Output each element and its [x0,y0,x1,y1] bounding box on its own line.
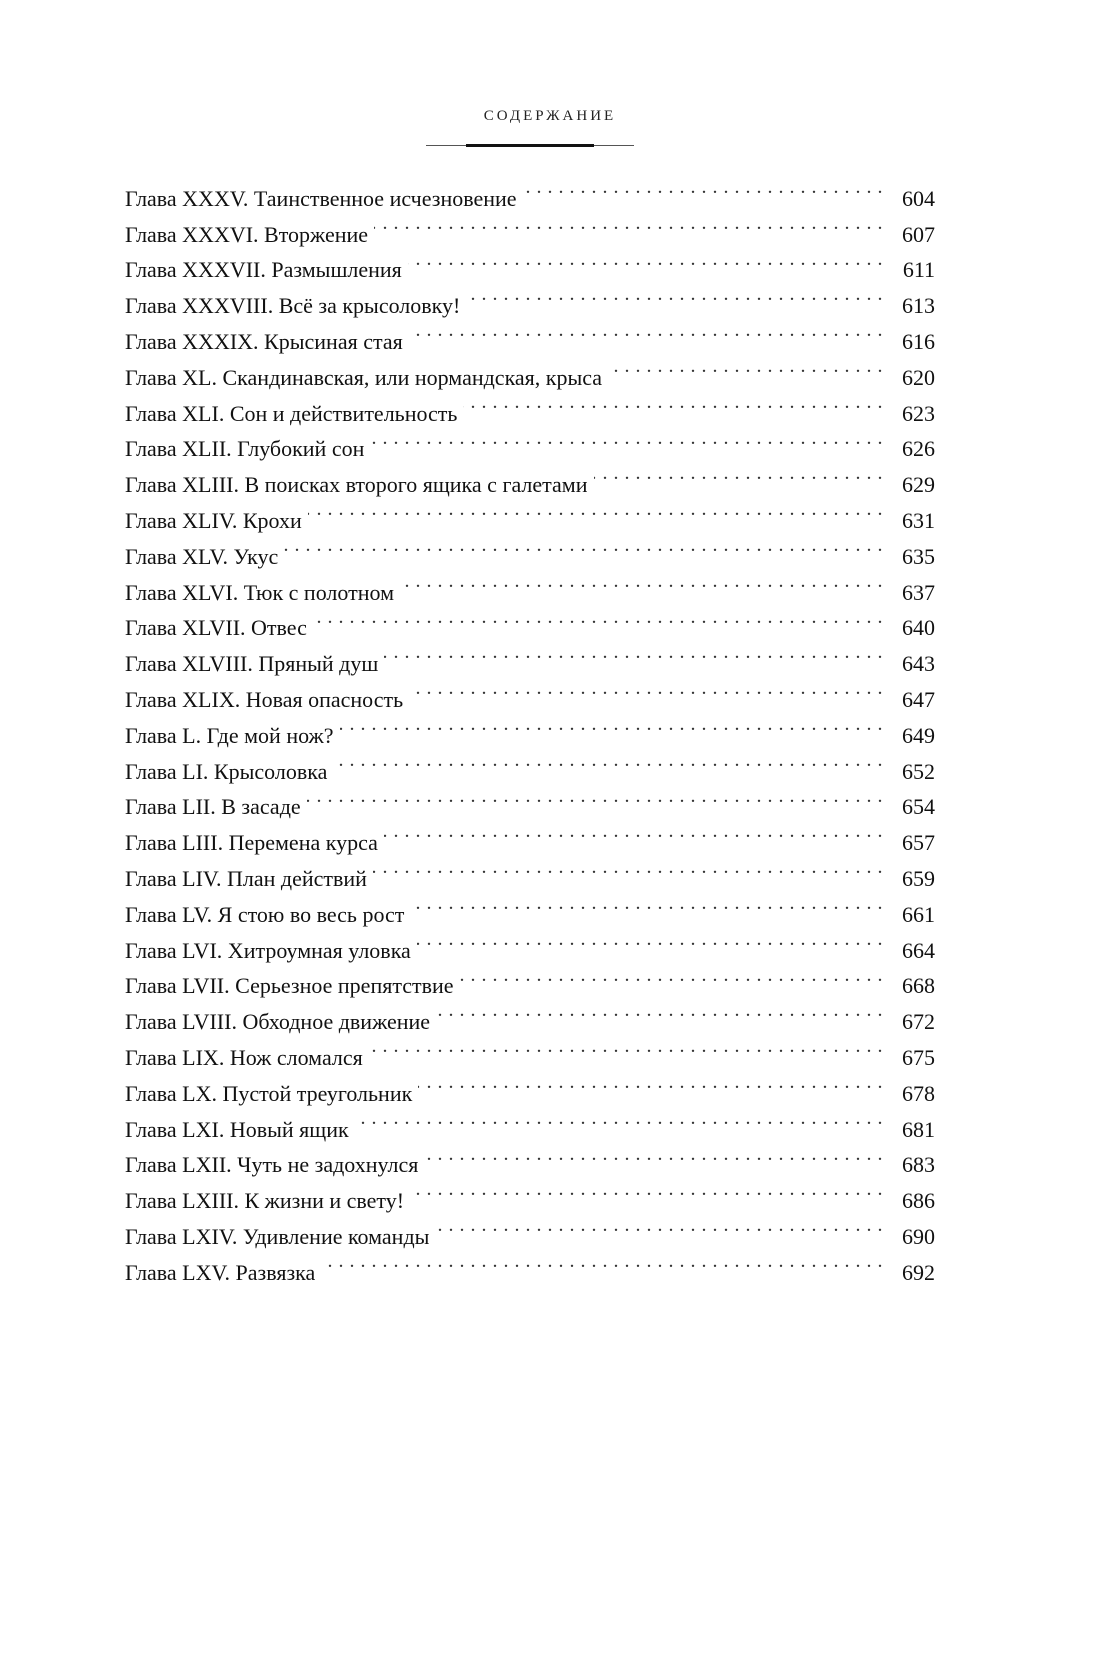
toc-dot-leader [424,1137,883,1173]
toc-dot-leader [369,1029,883,1065]
toc-entry-page-number: 672 [902,1009,935,1035]
page-header [0,107,1100,125]
toc-entry-page-number: 620 [902,364,935,390]
toc-entry-title: Глава XL. Скандинавская, или нормандская, крыса [125,364,603,390]
toc-entry-page-number: 654 [902,794,935,820]
toc-dot-leader [284,528,883,564]
toc-entry-title: Глава LXIII. К жизни и свету! [125,1188,405,1214]
toc-dot-leader [460,958,883,994]
toc-entry-title: Глава LIX. Нож сломался [125,1044,363,1070]
toc-entry-page-number: 675 [902,1044,935,1070]
toc-dot-leader [594,456,883,492]
toc-entry-title: Глава LIV. План действий [125,865,367,891]
toc-dot-leader [466,277,883,313]
toc-entry-page-number: 657 [902,830,935,856]
toc-entry-title: Глава XXXV. Таинственное исчезновение [125,185,517,211]
toc-entry-title: Глава LII. В засаде [125,794,301,820]
toc-dot-leader [373,850,883,886]
toc-dot-leader [463,385,883,421]
toc-dot-leader [436,993,883,1029]
toc-dot-leader [308,492,883,528]
toc-dot-leader [409,313,883,349]
toc-entry-title: Глава LXV. Развязка [125,1259,316,1285]
toc-dot-leader [370,421,883,457]
toc-entry-title: Глава XXXVII. Размышления [125,257,402,283]
toc-dot-leader [374,206,883,242]
toc-entry-page-number: 629 [902,472,935,498]
toc-entry[interactable] [125,170,935,211]
toc-dot-leader [608,349,883,385]
toc-dot-leader [417,922,883,958]
toc-entry-page-number: 611 [902,257,935,283]
toc-entry-title: Глава XLVIII. Пряный душ [125,651,379,677]
toc-dot-leader [307,779,883,815]
toc-entry-page-number: 678 [902,1080,935,1106]
toc-entry-title: Глава XXXIX. Крысиная стая [125,328,403,354]
toc-entry-page-number: 604 [902,185,935,211]
toc-dot-leader [384,635,883,671]
toc-entry-page-number: 616 [902,328,935,354]
toc-entry-title: Глава XLVII. Отвес [125,615,307,641]
toc-entry-page-number: 640 [902,615,935,641]
toc-entry-title: Глава XLVI. Тюк с полотном [125,579,394,605]
toc-entry-title: Глава XLIX. Новая опасность [125,686,404,712]
toc-entry-title: Глава LVIII. Обходное движение [125,1009,431,1035]
toc-dot-leader [418,1065,883,1101]
toc-entry-page-number: 626 [902,436,935,462]
toc-entry-page-number: 631 [902,507,935,533]
toc-entry-title: Глава LX. Пустой треугольник [125,1080,413,1106]
table-of-contents [125,170,935,1285]
toc-entry-title: Глава LXIV. Удивление команды [125,1223,430,1249]
toc-entry-title: Глава XLII. Глубокий сон [125,436,365,462]
toc-entry-title: Глава XLIII. В поисках второго ящика с галетами [125,472,588,498]
toc-dot-leader [409,671,883,707]
toc-dot-leader [435,1208,883,1244]
toc-entry-page-number: 686 [902,1188,935,1214]
toc-entry-title: Глава XXXVIII. Всё за крысоловку! [125,293,461,319]
page-title: СОДЕРЖАНИЕ [483,108,617,124]
toc-entry-page-number: 681 [902,1116,935,1142]
toc-dot-leader [321,1244,883,1280]
toc-entry-page-number: 661 [902,901,935,927]
toc-entry-page-number: 690 [902,1223,935,1249]
toc-dot-leader [408,242,883,278]
toc-entry-title: Глава LI. Крысоловка [125,758,328,784]
toc-entry-title: Глава LVII. Серьезное препятствие [125,973,454,999]
toc-entry-page-number: 647 [902,686,935,712]
toc-entry-page-number: 643 [902,651,935,677]
toc-dot-leader [410,886,883,922]
toc-entry-title: Глава L. Где мой нож? [125,722,334,748]
toc-entry-page-number: 668 [902,973,935,999]
toc-entry-page-number: 664 [902,937,935,963]
toc-dot-leader [410,1172,883,1208]
toc-entry-page-number: 683 [902,1152,935,1178]
toc-dot-leader [313,600,883,636]
toc-entry-title: Глава LXII. Чуть не задохнулся [125,1152,419,1178]
toc-dot-leader [400,564,883,600]
toc-dot-leader [355,1101,883,1137]
toc-dot-leader [333,743,883,779]
toc-entry-page-number: 613 [902,293,935,319]
toc-entry-page-number: 692 [902,1259,935,1285]
toc-entry-title: Глава XLV. Укус [125,543,279,569]
toc-entry-page-number: 635 [902,543,935,569]
toc-entry-title: Глава XXXVI. Вторжение [125,221,369,247]
toc-entry-page-number: 652 [902,758,935,784]
toc-entry-page-number: 607 [902,221,935,247]
toc-entry-title: Глава LIII. Перемена курса [125,830,378,856]
toc-dot-leader [523,170,883,206]
toc-entry-page-number: 623 [902,400,935,426]
toc-dot-leader [384,814,883,850]
toc-entry-title: Глава LXI. Новый ящик [125,1116,349,1142]
header-rule-accent [466,144,594,147]
toc-entry-page-number: 637 [902,579,935,605]
toc-entry-page-number: 649 [902,722,935,748]
toc-entry-title: Глава LVI. Хитроумная уловка [125,937,411,963]
toc-entry-page-number: 659 [902,865,935,891]
toc-entry-title: Глава XLIV. Крохи [125,507,302,533]
toc-entry-title: Глава XLI. Сон и действительность [125,400,458,426]
toc-entry-title: Глава LV. Я стою во весь рост [125,901,405,927]
toc-dot-leader [340,707,883,743]
